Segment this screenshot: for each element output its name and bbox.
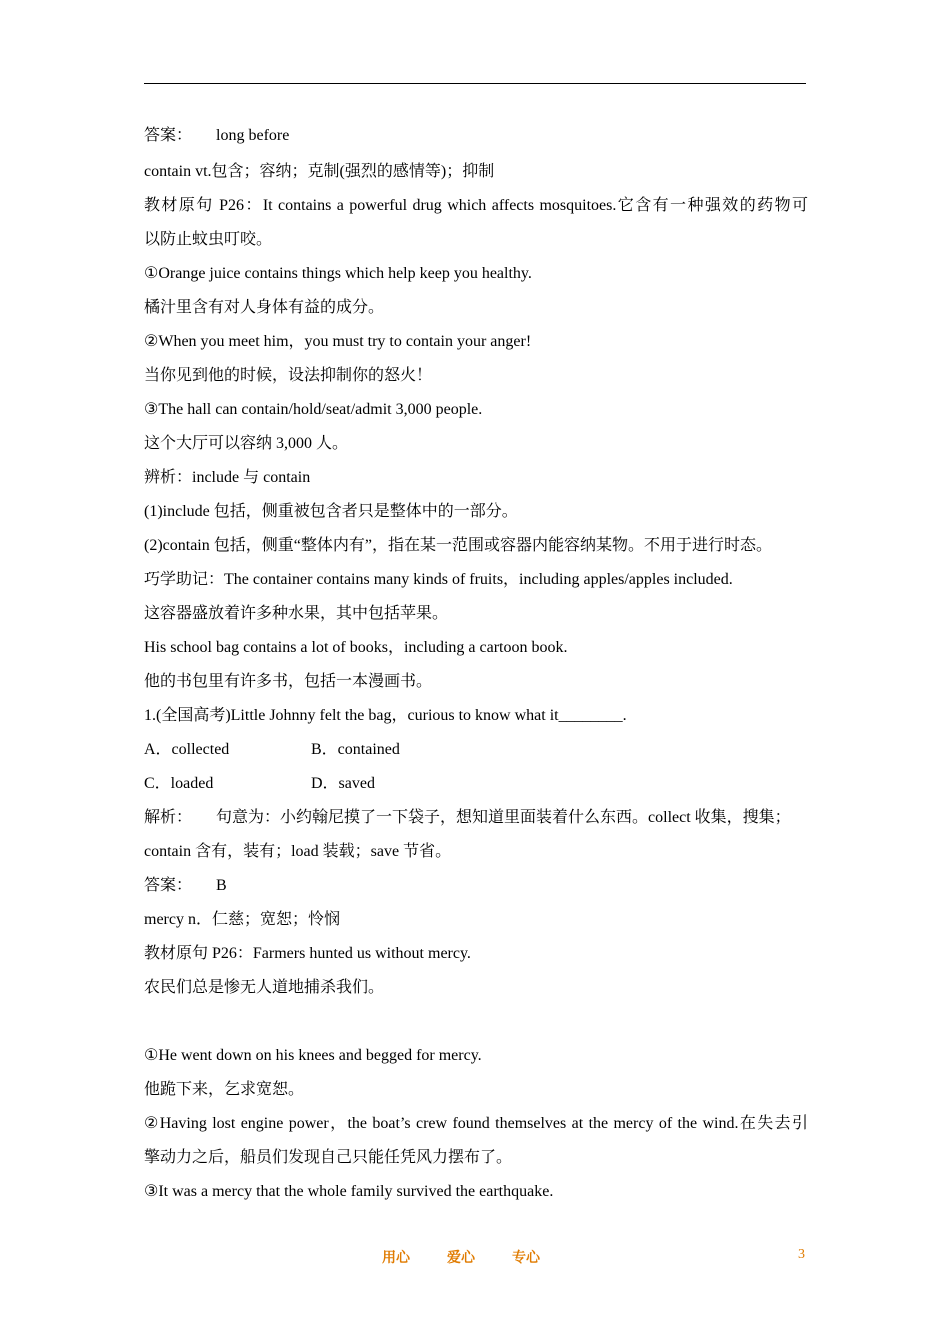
line-text: long before bbox=[216, 127, 290, 144]
text-line bbox=[144, 124, 808, 148]
text-line: ③It was a mercy that the whole family survived the earthquake. bbox=[144, 1183, 554, 1200]
text-line bbox=[144, 806, 808, 830]
text-line: 他的书包里有许多书，包括一本漫画书。 bbox=[144, 673, 433, 690]
text-line: 农民们总是惨无人道地捕杀我们。 bbox=[144, 979, 385, 996]
document-body bbox=[144, 124, 808, 1214]
page-number: 3 bbox=[798, 1247, 805, 1262]
text-line: ③The hall can contain/hold/seat/admit 3,000 people. bbox=[144, 401, 483, 418]
footer-word-2: 爱心 bbox=[447, 1251, 475, 1266]
option-row bbox=[144, 738, 808, 762]
text-line: 他跪下来，乞求宽恕。 bbox=[144, 1081, 305, 1098]
text-line: 这容器盛放着许多种水果，其中包括苹果。 bbox=[144, 605, 449, 622]
text-line: His school bag contains a lot of books，including a cartoon book. bbox=[144, 639, 568, 656]
text-line: 以防止蚊虫叮咬。 bbox=[144, 231, 273, 248]
text-line: (2)contain 包括，侧重“整体内有”，指在某一范围或容器内能容纳某物。不用于进行时态。 bbox=[144, 537, 772, 554]
text-line bbox=[144, 874, 808, 898]
text-line: mercy n．仁慈；宽恕；怜悯 bbox=[144, 911, 340, 928]
footer-word-3: 专心 bbox=[512, 1251, 540, 1266]
text-line: 辨析：include 与 contain bbox=[144, 469, 311, 486]
blank-line bbox=[144, 1010, 808, 1044]
label: 答案： bbox=[144, 127, 193, 144]
text-line: ②Having lost engine power，the boat’s crew found themselves at the mercy of the wind.在失去引 bbox=[144, 1115, 808, 1132]
line-text: B bbox=[216, 877, 227, 894]
header-rule bbox=[144, 83, 806, 84]
text-line: ①Orange juice contains things which help keep you healthy. bbox=[144, 265, 532, 282]
text-line: ①He went down on his knees and begged for mercy. bbox=[144, 1047, 482, 1064]
text-line: 这个大厅可以容纳 3,000 人。 bbox=[144, 435, 349, 452]
text-line: contain 含有，装有；load 装载；save 节省。 bbox=[144, 843, 452, 860]
option-a: A．collected bbox=[144, 741, 230, 758]
text-line: ②When you meet him，you must try to contain your anger! bbox=[144, 333, 532, 350]
option-c: C．loaded bbox=[144, 775, 214, 792]
text-line: contain vt.包含；容纳；克制(强烈的感情等)；抑制 bbox=[144, 163, 495, 180]
line-text: 句意为：小约翰尼摸了一下袋子，想知道里面装着什么东西。collect 收集，搜集； bbox=[216, 809, 791, 826]
text-line: 巧学助记：The container contains many kinds of fruits，including apples/apples included. bbox=[144, 571, 733, 588]
option-d: D．saved bbox=[311, 775, 375, 792]
footer-word-1: 用心 bbox=[382, 1251, 410, 1266]
text-line: (1)include 包括，侧重被包含者只是整体中的一部分。 bbox=[144, 503, 518, 520]
text-line: 橘汁里含有对人身体有益的成分。 bbox=[144, 299, 385, 316]
text-line: 教材原句 P26：Farmers hunted us without mercy. bbox=[144, 945, 471, 962]
text-line: 教材原句 P26：It contains a powerful drug which affects mosquitoes.它含有一种强效的药物可 bbox=[144, 197, 808, 214]
label: 答案： bbox=[144, 877, 193, 894]
option-b: B．contained bbox=[311, 741, 400, 758]
page-footer bbox=[0, 1247, 950, 1267]
option-row bbox=[144, 772, 808, 796]
label: 解析： bbox=[144, 809, 193, 826]
text-line: 擎动力之后，船员们发现自己只能任凭风力摆布了。 bbox=[144, 1149, 513, 1166]
text-line: 当你见到他的时候，设法抑制你的怒火！ bbox=[144, 367, 433, 384]
question-stem: 1.(全国高考)Little Johnny felt the bag，curious to know what it________. bbox=[144, 707, 627, 724]
